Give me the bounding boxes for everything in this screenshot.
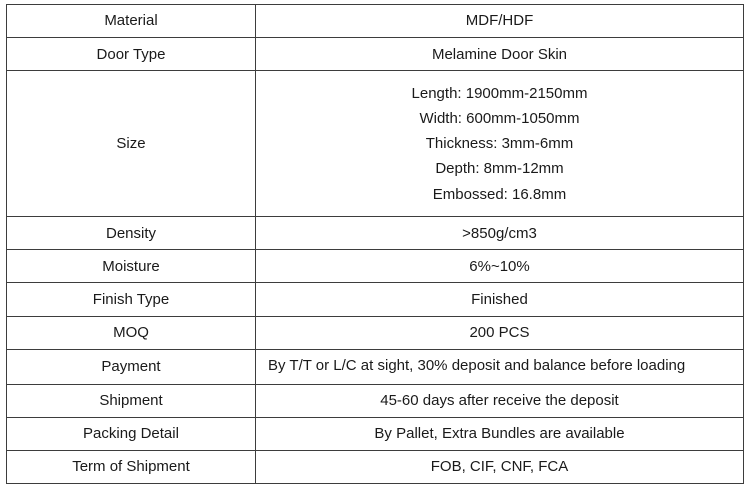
table-row <box>7 450 744 483</box>
row-value-moisture: 6%~10% <box>256 250 744 283</box>
table-row <box>7 417 744 450</box>
size-line-width: Width: 600mm-1050mm <box>419 109 580 127</box>
table-row <box>7 250 744 283</box>
size-lines <box>264 81 735 207</box>
table-row <box>7 349 744 384</box>
row-value-size <box>256 71 744 217</box>
table-row <box>7 38 744 71</box>
row-label-payment: Payment <box>7 349 256 384</box>
size-line-embossed: Embossed: 16.8mm <box>432 185 567 203</box>
row-value-term-of-shipment: FOB, CIF, CNF, FCA <box>256 450 744 483</box>
row-value-packing-detail: By Pallet, Extra Bundles are available <box>256 417 744 450</box>
row-label-density: Density <box>7 217 256 250</box>
row-value-payment: By T/T or L/C at sight, 30% deposit and balance before loading <box>256 349 744 384</box>
table-body <box>7 5 744 484</box>
row-value-moq: 200 PCS <box>256 316 744 349</box>
row-label-term-of-shipment: Term of Shipment <box>7 450 256 483</box>
table-row <box>7 71 744 217</box>
table-row <box>7 5 744 38</box>
table-row <box>7 283 744 316</box>
row-label-size: Size <box>7 71 256 217</box>
row-value-shipment: 45-60 days after receive the deposit <box>256 384 744 417</box>
row-label-shipment: Shipment <box>7 384 256 417</box>
row-value-finish-type: Finished <box>256 283 744 316</box>
product-specification-table <box>6 4 744 484</box>
row-value-door-type: Melamine Door Skin <box>256 38 744 71</box>
size-line-length: Length: 1900mm-2150mm <box>411 84 588 102</box>
row-label-moisture: Moisture <box>7 250 256 283</box>
table-row <box>7 384 744 417</box>
row-value-density: >850g/cm3 <box>256 217 744 250</box>
size-line-depth: Depth: 8mm-12mm <box>435 160 564 178</box>
table-row <box>7 217 744 250</box>
row-label-door-type: Door Type <box>7 38 256 71</box>
row-value-material: MDF/HDF <box>256 5 744 38</box>
size-line-thickness: Thickness: 3mm-6mm <box>425 135 574 153</box>
table-row <box>7 316 744 349</box>
row-label-finish-type: Finish Type <box>7 283 256 316</box>
row-label-material: Material <box>7 5 256 38</box>
row-label-packing-detail: Packing Detail <box>7 417 256 450</box>
row-label-moq: MOQ <box>7 316 256 349</box>
